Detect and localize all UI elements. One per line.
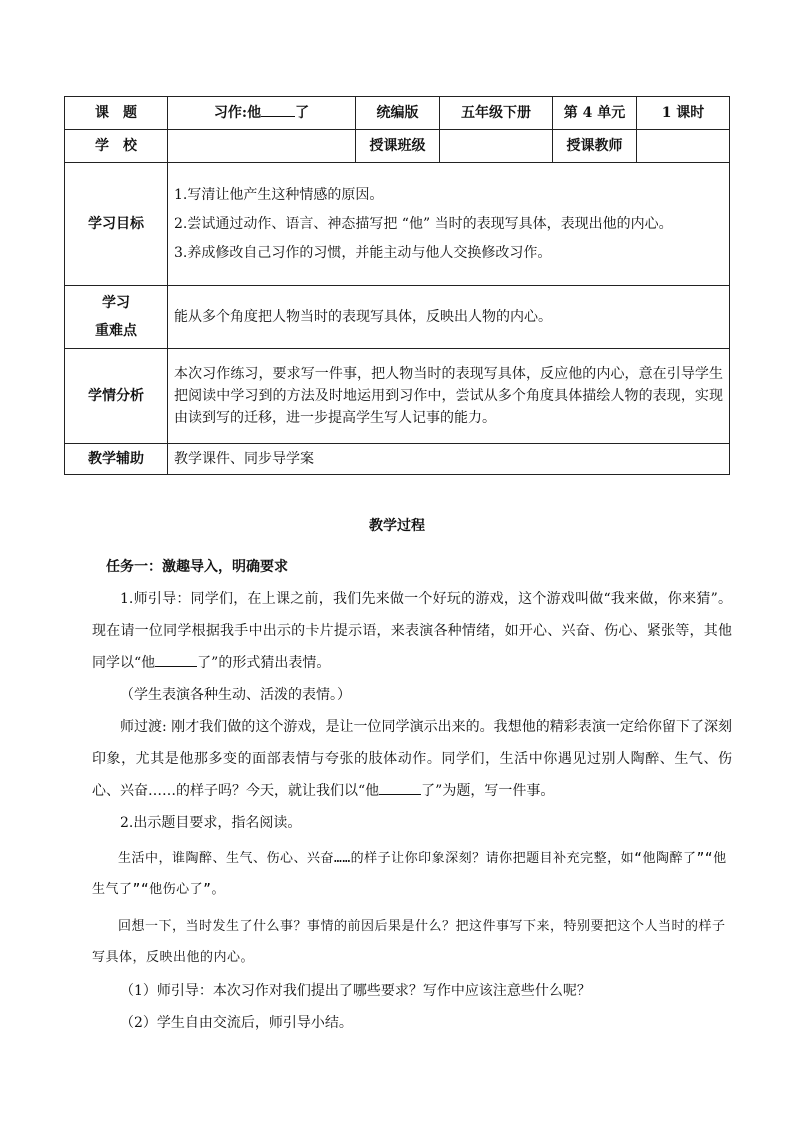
paragraph-transition-b: 了”为题，写一件事。	[421, 783, 555, 799]
goal-item: 1.写清让他产生这种情感的原因。	[174, 186, 384, 203]
table-row-keypoints	[65, 286, 730, 349]
process-body	[92, 583, 732, 1039]
keypoints-label	[65, 286, 168, 349]
aids-label: 教学辅助	[65, 444, 168, 475]
grade-cell: 五年级下册	[440, 97, 553, 130]
paragraph-transition	[92, 711, 732, 807]
topic-value: 习作:他 了	[168, 97, 356, 130]
topic-blank	[261, 102, 295, 117]
requirement-paragraph-1: 生活中，谁陶醉、生气、伤心、兴奋……的样子让你印象深刻？请你把题目补充完整，如“他陶醉了”“他生气了”“他伤心了”。	[92, 851, 727, 897]
lesson-info-table	[64, 96, 730, 475]
goals-content	[168, 163, 730, 286]
paragraph-intro	[92, 583, 732, 679]
analysis-label: 学情分析	[65, 349, 168, 444]
table-row-topic	[65, 97, 730, 130]
paragraph-intro-a: 1.师引导：同学们，在上课之前，我们先来做一个好玩的游戏，这个游戏叫做“我来做，你来猜”。现在请一位同学根据我手中出示的卡片提示语，来表演各种情绪，如开心、兴奋、伤心、紧张等，其他同学以“他	[92, 591, 732, 671]
teacher-label: 授课教师	[553, 130, 637, 163]
goal-item: 3.养成修改自己习作的习惯，并能主动与他人交换修改习作。	[174, 244, 552, 261]
class-value	[440, 130, 553, 163]
requirement-paragraph-2: 回想一下，当时发生了什么事？事情的前因后果是什么？把这件事写下来，特别要把这个人当时的样子写具体，反映出他的内心。	[92, 919, 726, 965]
hours-cell: 1 课时	[637, 97, 730, 130]
table-row-analysis	[65, 349, 730, 444]
topic-requirement-block	[92, 843, 732, 973]
goal-item: 2.尝试通过动作、语言、神态描写把 “他” 当时的表现写具体，表现出他的内心。	[174, 215, 673, 232]
class-label: 授课班级	[356, 130, 440, 163]
unit-cell: 第 4 单元	[553, 97, 637, 130]
sub-step-2: （2）学生自由交流后，师引导小结。	[120, 1015, 353, 1031]
table-row-goals	[65, 163, 730, 286]
table-row-school	[65, 130, 730, 163]
keypoints-label-line2: 重难点	[95, 323, 137, 339]
goals-label: 学习目标	[65, 163, 168, 286]
task1-heading: 任务一：激趣导入，明确要求	[106, 559, 288, 575]
blank-line	[155, 652, 197, 667]
paragraph-transition-a: 师过渡: 刚才我们做的这个游戏，是让一位同学演示出来的。我想他的精彩表演一定给你留下了深刻印象，尤其是他那多变的面部表情与夸张的肢体动作。同学们，生活中你遇见过别人陶醉、生气、伤心、兴奋……的样子吗？今天，就让我们以“他	[92, 719, 732, 799]
school-value	[168, 130, 356, 163]
paragraph-performance: （学生表演各种生动、活泼的表情。）	[120, 687, 351, 703]
school-label: 学 校	[65, 130, 168, 163]
table-row-aids	[65, 444, 730, 475]
topic-label: 课 题	[65, 97, 168, 130]
keypoints-label-line1: 学习	[102, 295, 130, 311]
blank-line	[379, 780, 421, 795]
teacher-value	[637, 130, 730, 163]
sub-step-1: （1）师引导：本次习作对我们提出了哪些要求？写作中应该注意些什么呢？	[120, 983, 591, 999]
paragraph-intro-b: 了”的形式猜出表情。	[197, 655, 331, 671]
paragraph-show-topic: 2.出示题目要求，指名阅读。	[120, 815, 302, 831]
keypoints-content: 能从多个角度把人物当时的表现写具体，反映出人物的内心。	[168, 286, 730, 349]
analysis-content: 本次习作练习，要求写一件事，把人物当时的表现写具体，反应他的内心，意在引导学生把阅读中学习到的方法及时地运用到习作中，尝试从多个角度具体描绘人物的表现，实现由读到写的迁移，进一步提高学生写人记事的能力。	[168, 349, 730, 444]
aids-content: 教学课件、同步导学案	[168, 444, 730, 475]
process-title: 教学过程	[369, 518, 425, 534]
edition-cell: 统编版	[356, 97, 440, 130]
